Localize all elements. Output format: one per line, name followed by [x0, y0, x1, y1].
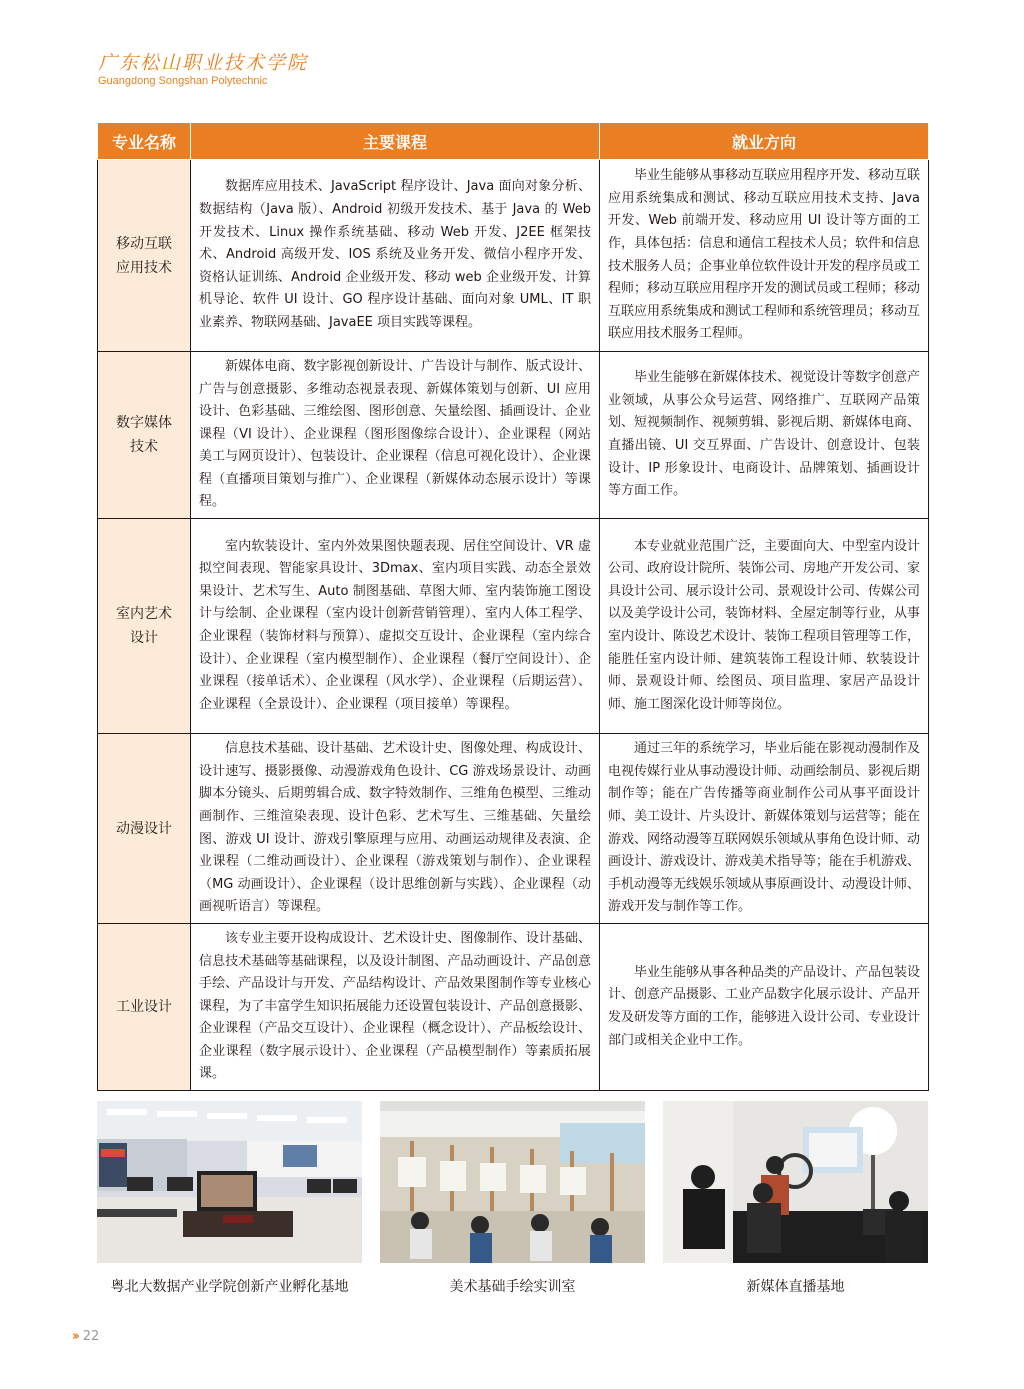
careers-text: 毕业生能够在新媒体技术、视觉设计等数字创意产业领域，从事公众号运营、网络推广、互联网产品策划、短视频制作、视频剪辑、影视后期、新媒体电商、直播出镜、UI 交互界面、广告设计、创意设计、包装设计、IP 形象设计、电商设计、品牌策划、插画设计等方面工作。: [608, 370, 921, 499]
careers-text: 毕业生能够从事各种品类的产品设计、产品包装设计、创意产品摄影、工业产品数字化展示设计、产品开发及研发等方面的工作，能够进入设计公司、专业设计部门或相关企业中工作。: [608, 964, 921, 1048]
careers-text: 本专业就业范围广泛，主要面向大、中型室内设计公司、政府设计院所、装饰公司、房地产开发公司、家具设计公司、展示设计公司、景观设计公司、传媒公司以及美学设计公司，装饰材料、全屋定制等行业，从事室内设计、陈设艺术设计、装饰工程项目管理等工作，能胜任室内设计师、建筑装饰工程设计师、软装设计师、景观设计师、绘图员、项目监理、家居产品设计师、施工图深化设计师等岗位。: [608, 538, 921, 712]
careers-cell: [600, 924, 929, 1091]
livestream-base-photo: [663, 1101, 928, 1263]
courses-text: 数据库应用技术、JavaScript 程序设计、Java 面向对象分析、数据结构（Java 版）、Android 初级开发技术、基于 Java 的 Web 开发技术、Linux 操作系统基础、移动 Web 开发、J2EE 框架技术、Android 高级开发、IOS 系统及业务开发、微信小程序开发、资格认证训练、Android 企业级开发、移动 web 企业级开发、计算机导论、软件 UI 设计、GO 程序设计基础、面向对象 UML、IT 职业素养、物联网基础、JavaEE 项目实践等课程。: [199, 179, 591, 330]
major-name: 工业设计: [98, 924, 191, 1091]
page-footer: [72, 1329, 99, 1344]
courses-text: 该专业主要开设构成设计、艺术设计史、图像制作、设计基础、信息技术基础等基础课程，以及设计制图、产品动画设计、产品创意手绘、产品设计与开发、产品结构设计、产品效果图制作等专业核心课程，为了丰富学生知识拓展能力还设置包装设计、产品创意摄影、企业课程（产品交互设计）、企业课程（概念设计）、产品板绘设计、企业课程（数字展示设计）、企业课程（产品模型制作）等素质拓展课。: [199, 930, 591, 1082]
double-chevron-icon: ››: [72, 1329, 77, 1344]
column-header-major: 专业名称: [98, 123, 191, 160]
courses-cell: [191, 160, 600, 352]
courses-text: 室内软装设计、室内外效果图快题表现、居住空间设计、VR 虚拟空间表现、智能家具设计、3Dmax、室内项目实践、动态全景效果设计、艺术写生、Auto 制图基础、草图大师、室内装饰施工图设计与绘制、企业课程（室内设计创新营销管理）、室内人体工程学、企业课程（装饰材料与预算）、虚拟交互设计、企业课程（室内综合设计）、企业课程（室内模型制作）、企业课程（餐厅空间设计）、企业课程（接单话术）、企业课程（风水学）、企业课程（后期运营）、企业课程（全景设计）、企业课程（项目接单）等课程。: [199, 538, 591, 712]
careers-text: 通过三年的系统学习，毕业后能在影视动漫制作及电视传媒行业从事动漫设计师、动画绘制员、影视后期制作等；能在广告传播等商业制作公司从事平面设计师、美工设计、片头设计、新媒体策划与运营等；能在游戏、网络动漫等互联网娱乐领域从事角色设计师、动画设计、游戏设计、游戏美术指导等；能在手机游戏、手机动漫等无线娱乐领域从事原画设计、动漫设计师、游戏开发与制作等工作。: [608, 741, 921, 915]
careers-text: 毕业生能够从事移动互联应用程序开发、移动互联应用系统集成和测试、移动互联应用技术支持、Java 开发、Web 前端开发、移动应用 UI 设计等方面的工作，具体包括：信息和通信工程技术人员；软件和信息技术服务人员；企事业单位软件设计开发的程序员或工程师；移动互联应用程序开发的测试员或工程师；移动互联应用系统集成和测试工程师和系统管理员；移动互联应用技术服务工程师。: [608, 168, 921, 342]
major-name: 动漫设计: [98, 734, 191, 924]
photo-strip: [97, 1101, 928, 1263]
school-name-cn: 广东松山职业技术学院: [98, 52, 309, 74]
table-row: [98, 924, 929, 1091]
courses-cell: [191, 352, 600, 519]
major-name: 室内艺术设计: [98, 519, 191, 734]
photo-caption: 新媒体直播基地: [746, 1279, 845, 1295]
major-name: 数字媒体技术: [98, 352, 191, 519]
careers-cell: [600, 160, 929, 352]
school-name-en: Guangdong Songshan Polytechnic: [98, 75, 268, 87]
incubation-base-photo: [97, 1101, 362, 1263]
art-studio-photo: [380, 1101, 645, 1263]
careers-cell: [600, 734, 929, 924]
column-header-careers: 就业方向: [600, 123, 929, 160]
table-row: [98, 352, 929, 519]
photo-caption: 美术基础手绘实训室: [449, 1279, 576, 1295]
table-row: [98, 160, 929, 352]
careers-cell: [600, 519, 929, 734]
courses-text: 新媒体电商、数字影视创新设计、广告设计与制作、版式设计、广告与创意摄影、多维动态视景表现、新媒体策划与创新、UI 应用设计、色彩基础、三维绘图、图形创意、矢量绘图、插画设计、企业课程（VI 设计）、企业课程（图形图像综合设计）、企业课程（网站美工与网页设计）、包装设计、企业课程（信息可视化设计）、企业课程（直播项目策划与推广）、企业课程（新媒体动态展示设计）等课程。: [199, 358, 591, 510]
school-logo: [98, 52, 308, 88]
major-name: 移动互联应用技术: [98, 160, 191, 352]
column-header-courses: 主要课程: [191, 123, 600, 160]
table-row: [98, 519, 929, 734]
courses-cell: [191, 734, 600, 924]
photo-caption: 粤北大数据产业学院创新产业孵化基地: [110, 1279, 349, 1295]
major-table: [97, 122, 929, 1091]
careers-cell: [600, 352, 929, 519]
courses-cell: [191, 519, 600, 734]
courses-cell: [191, 924, 600, 1091]
table-header-row: [98, 123, 929, 160]
page-number: 22: [82, 1329, 100, 1344]
courses-text: 信息技术基础、设计基础、艺术设计史、图像处理、构成设计、设计速写、摄影摄像、动漫游戏角色设计、CG 游戏场景设计、动画脚本分镜头、后期剪辑合成、数字特效制作、三维角色模型、三维动画制作、三维渲染表现、设计色彩、艺术写生、三维基础、矢量绘图、游戏 UI 设计、游戏引擎原理与应用、动画运动规律及表演、企业课程（二维动画设计）、企业课程（游戏策划与制作）、企业课程（MG 动画设计）、企业课程（设计思维创新与实践）、企业课程（动画视听语言）等课程。: [199, 741, 591, 915]
table-row: [98, 734, 929, 924]
